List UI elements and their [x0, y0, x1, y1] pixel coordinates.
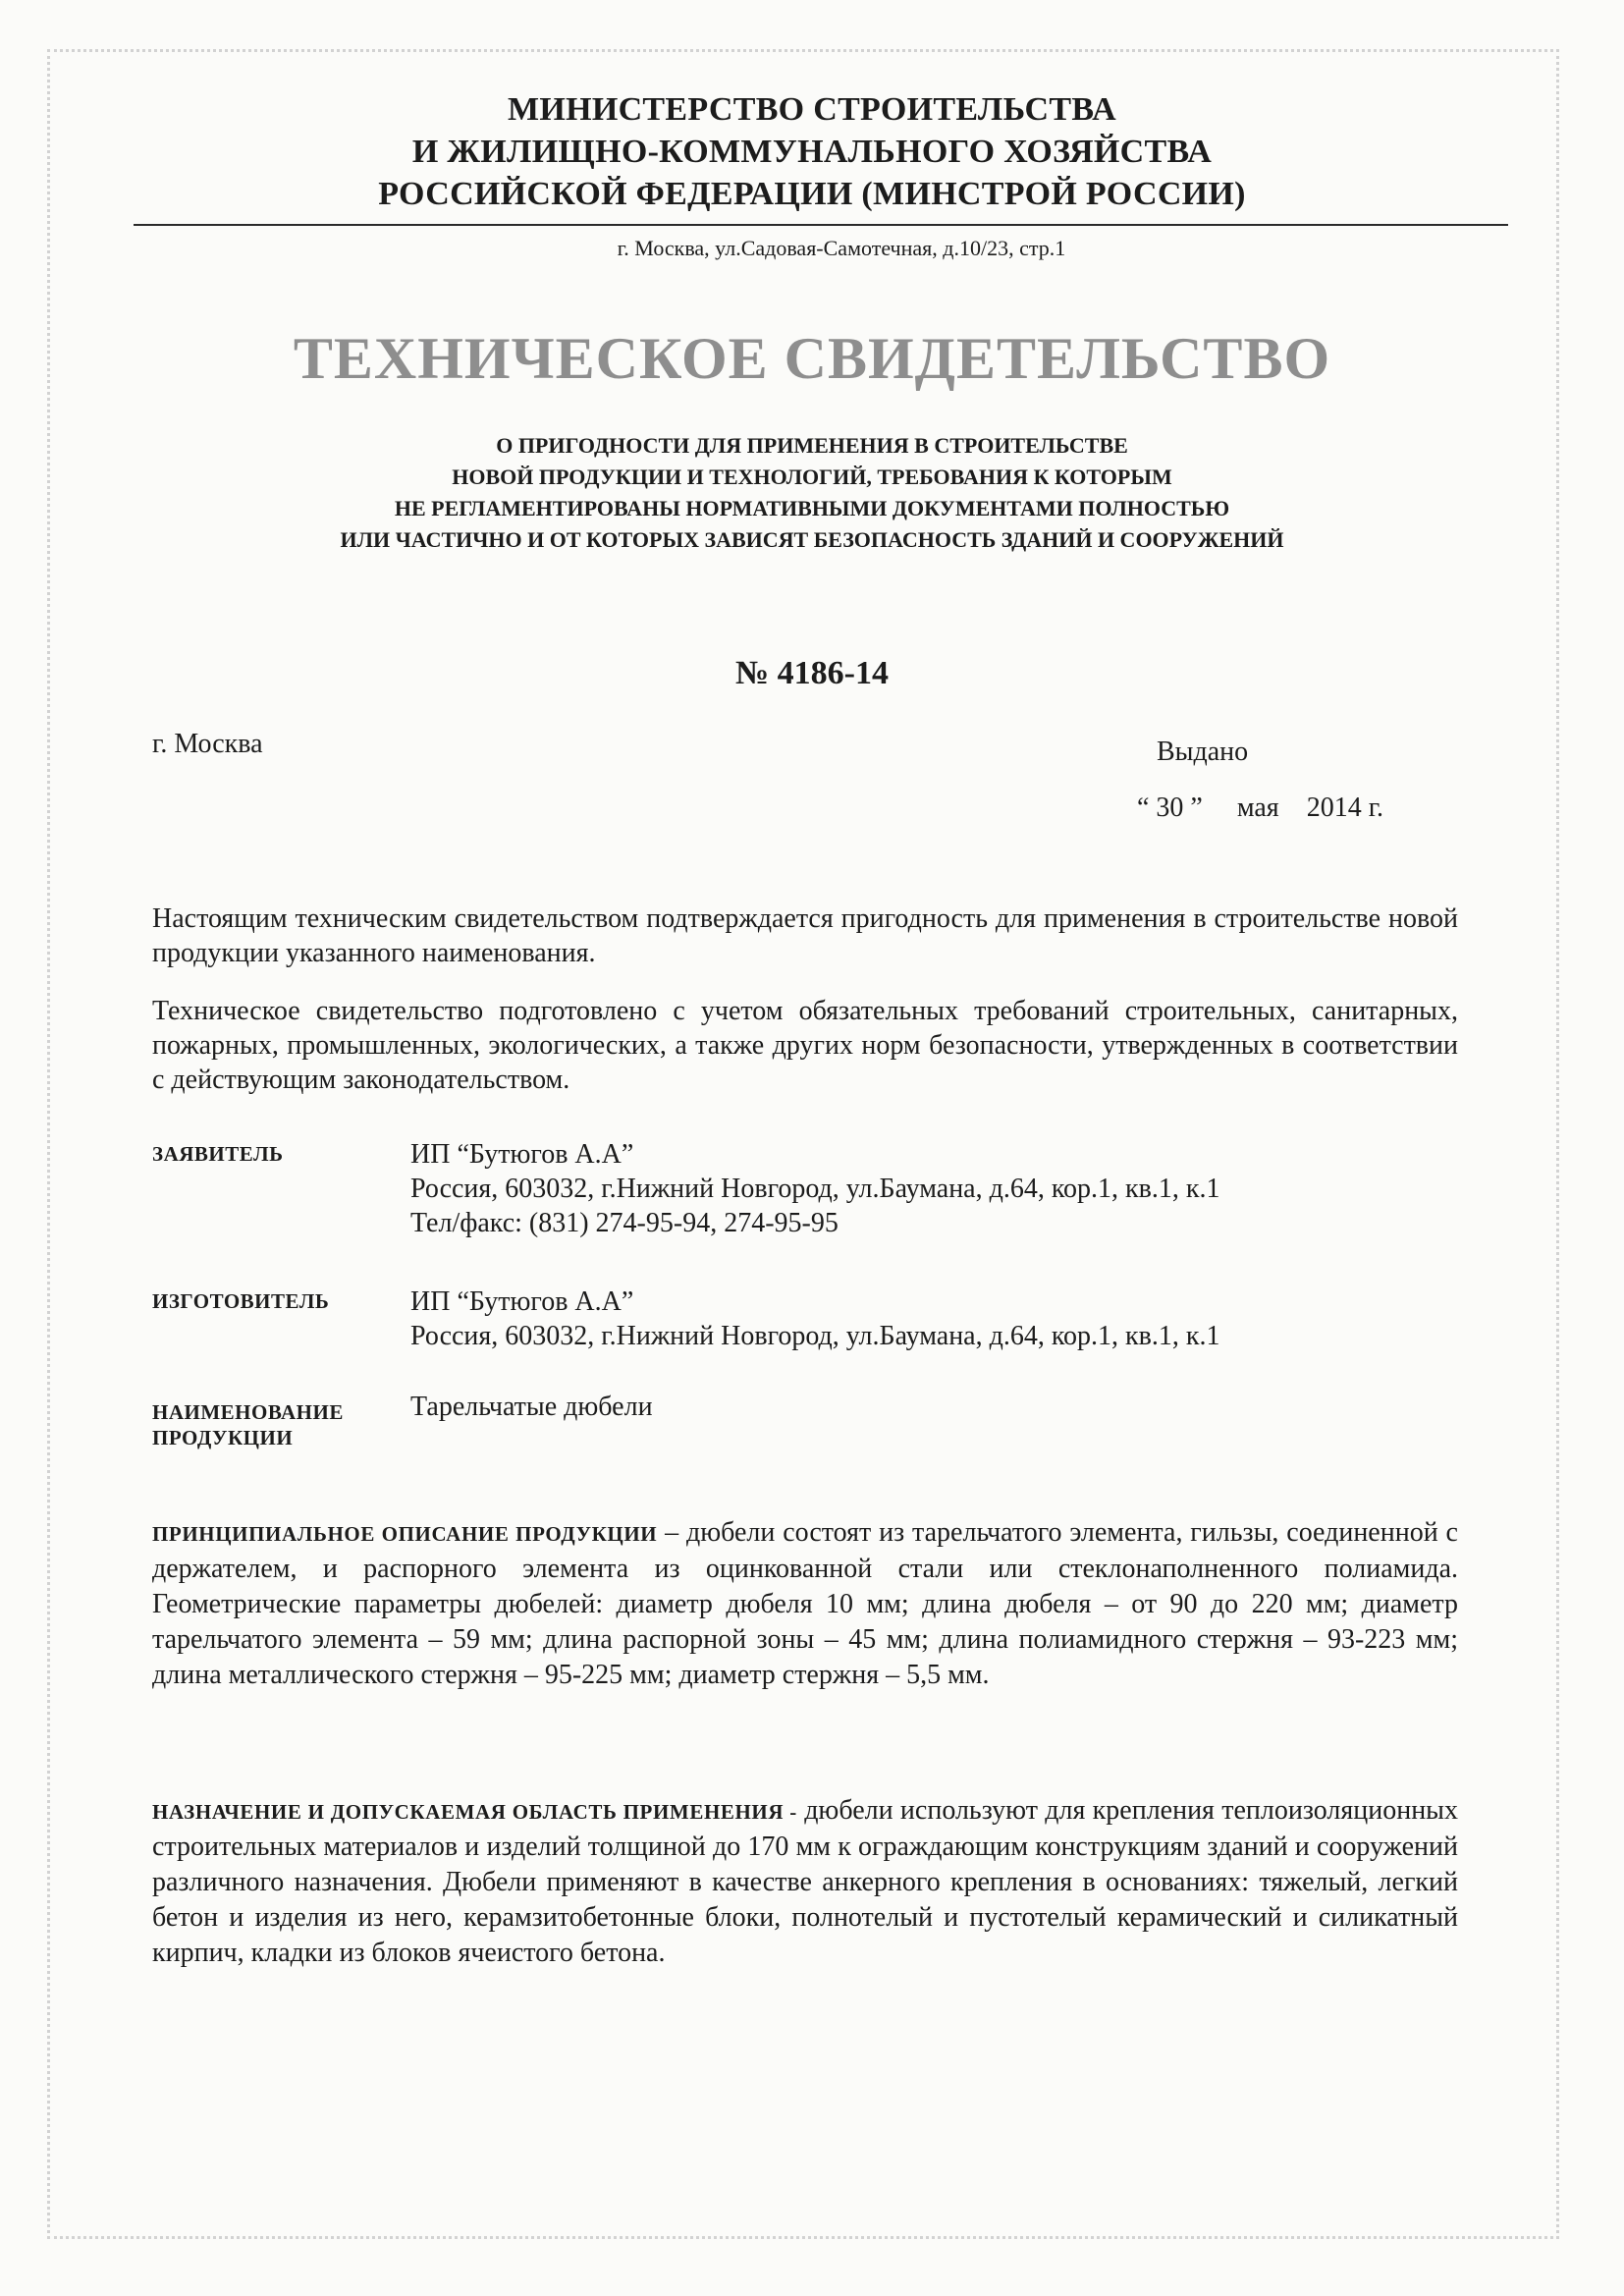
issued-date: “ 30 ” мая 2014 г.	[1137, 793, 1384, 823]
ministry-line-1: МИНИСТЕРСТВО СТРОИТЕЛЬСТВА	[507, 91, 1117, 128]
manufacturer-address: Россия, 603032, г.Нижний Новгород, ул.Баумана, д.64, кор.1, кв.1, к.1	[410, 1321, 1220, 1351]
description-section	[152, 1515, 1458, 1693]
header-divider	[134, 224, 1508, 226]
purpose-text: дюбели используют для крепления теплоизоляционных строительных материалов и изделий толщиной до 170 мм к ограждающим конструкциям зданий и сооружений различного назначения. Дюбели применяют в качестве анкерного крепления в основаниях: тяжелый, легкий бетон и изделия из него, керамзитобетонные блоки, полнотелый и пустотелый керамический и силикатный кирпич, кладки из блоков ячеистого бетона.	[152, 1795, 1458, 1968]
product-label-line-1: НАИМЕНОВАНИЕ	[152, 1400, 344, 1424]
applicant-address: Россия, 603032, г.Нижний Новгород, ул.Баумана, д.64, кор.1, кв.1, к.1	[410, 1174, 1220, 1204]
intro-paragraph-1: Настоящим техническим свидетельством подтверждается пригодность для применения в строительстве новой продукции указанного наименования.	[152, 903, 1458, 968]
applicant-phone: Тел/факс: (831) 274-95-94, 274-95-95	[410, 1208, 839, 1238]
manufacturer-value	[410, 1285, 1471, 1353]
certificate-number: № 4186-14	[735, 655, 889, 691]
applicant-label: ЗАЯВИТЕЛЬ	[152, 1142, 284, 1166]
subtitle-line-4: ИЛИ ЧАСТИЧНО И ОТ КОТОРЫХ ЗАВИСЯТ БЕЗОПАСНОСТЬ ЗДАНИЙ И СООРУЖЕНИЙ	[340, 527, 1284, 552]
certificate-title: ТЕХНИЧЕСКОЕ СВИДЕТЕЛЬСТВО	[293, 326, 1331, 391]
product-value: Тарельчатые дюбели	[410, 1392, 653, 1422]
ministry-line-3: РОССИЙСКОЙ ФЕДЕРАЦИИ (МИНСТРОЙ РОССИИ)	[378, 176, 1246, 212]
applicant-value	[410, 1137, 1471, 1240]
ministry-line-2: И ЖИЛИЩНО-КОММУНАЛЬНОГО ХОЗЯЙСТВА	[411, 134, 1213, 170]
purpose-heading: НАЗНАЧЕНИЕ И ДОПУСКАЕМАЯ ОБЛАСТЬ ПРИМЕНЕНИЯ -	[152, 1800, 797, 1824]
subtitle-line-2: НОВОЙ ПРОДУКЦИИ И ТЕХНОЛОГИЙ, ТРЕБОВАНИЯ К КОТОРЫМ	[452, 465, 1172, 489]
manufacturer-label: ИЗГОТОВИТЕЛЬ	[152, 1289, 330, 1313]
subtitle-line-1: О ПРИГОДНОСТИ ДЛЯ ПРИМЕНЕНИЯ В СТРОИТЕЛЬСТВЕ	[496, 433, 1128, 458]
ministry-address: г. Москва, ул.Садовая-Самотечная, д.10/23, стр.1	[617, 236, 1066, 260]
certificate-subtitle	[0, 430, 1624, 556]
issued-label: Выдано	[1157, 737, 1249, 767]
applicant-name: ИП “Бутюгов А.А”	[410, 1139, 634, 1170]
product-label-line-2: ПРОДУКЦИИ	[152, 1426, 294, 1449]
manufacturer-name: ИП “Бутюгов А.А”	[410, 1286, 634, 1317]
issue-city: г. Москва	[152, 729, 263, 759]
ministry-header	[0, 88, 1624, 215]
intro-paragraph-2: Техническое свидетельство подготовлено с учетом обязательных требований строительных, санитарных, пожарных, промышленных, экологических, а также других норм безопасности, утвержденных в соответствии с действующим законодательством.	[152, 996, 1458, 1095]
subtitle-line-3: НЕ РЕГЛАМЕНТИРОВАНЫ НОРМАТИВНЫМИ ДОКУМЕНТАМИ ПОЛНОСТЬЮ	[394, 496, 1230, 520]
description-text: – дюбели состоят из тарельчатого элемента, гильзы, соединенной с держателем, и распорного элемента из оцинкованной стали или стеклонаполненного полиамида. Геометрические параметры дюбелей: диаметр дюбеля 10 мм; длина дюбеля – от 90 до 220 мм; диаметр тарельчатого элемента – 59 мм; длина распорной зоны – 45 мм; длина полиамидного стержня – 93-223 мм; длина металлического стержня – 95-225 мм; диаметр стержня – 5,5 мм.	[152, 1517, 1458, 1690]
purpose-section	[152, 1793, 1458, 1971]
product-label	[152, 1399, 388, 1450]
description-heading: ПРИНЦИПИАЛЬНОЕ ОПИСАНИЕ ПРОДУКЦИИ	[152, 1522, 658, 1546]
